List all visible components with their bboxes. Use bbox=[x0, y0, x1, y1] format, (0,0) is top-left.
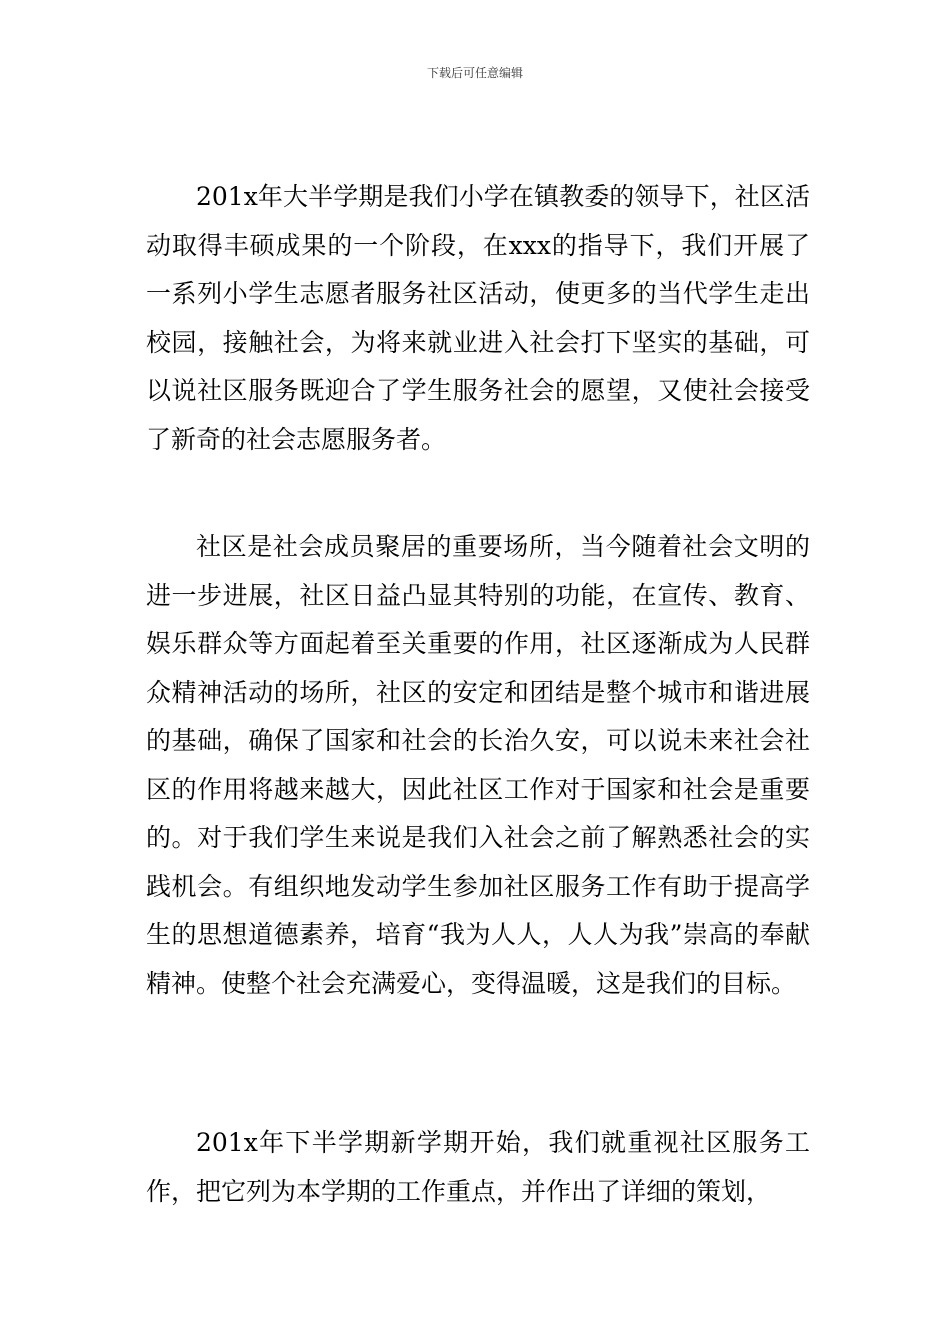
page-header: 下载后可任意编辑 bbox=[426, 66, 523, 80]
paragraph-2: 社区是社会成员聚居的重要场所，当今随着社会文明的进一步进展，社区日益凸显其特别的功能，在宣传、教育、娱乐群众等方面起着至关重要的作用，社区逐渐成为人民群众精神活动的场所，社区的安定和团结是整个城市和谐进展的基础，确保了国家和社会的长治久安，可以说未来社会社区的作用将越来越大，因此社区工作对于国家和社会是重要的。对于我们学生来说是我们入社会之前了解熟悉社会的实践机会。有组织地发动学生参加社区服务工作有助于提高学生的思想道德素养，培育“我为人人，人人为我”崇高的奉献精神。使整个社会充满爱心，变得温暖，这是我们的目标。 bbox=[146, 532, 810, 998]
paragraph-3: 201x年下半学期新学期开始，我们就重视社区服务工作，把它列为本学期的工作重点，并作出了详细的策划， bbox=[146, 1128, 810, 1206]
paragraph-1: 201x年大半学期是我们小学在镇教委的领导下，社区活动取得丰硕成果的一个阶段，在xxx的指导下，我们开展了一系列小学生志愿者服务社区活动，使更多的当代学生走出校园，接触社会，为将来就业进入社会打下坚实的基础，可以说社区服务既迎合了学生服务社会的愿望，又使社会接受了新奇的社会志愿服务者。 bbox=[146, 182, 810, 454]
